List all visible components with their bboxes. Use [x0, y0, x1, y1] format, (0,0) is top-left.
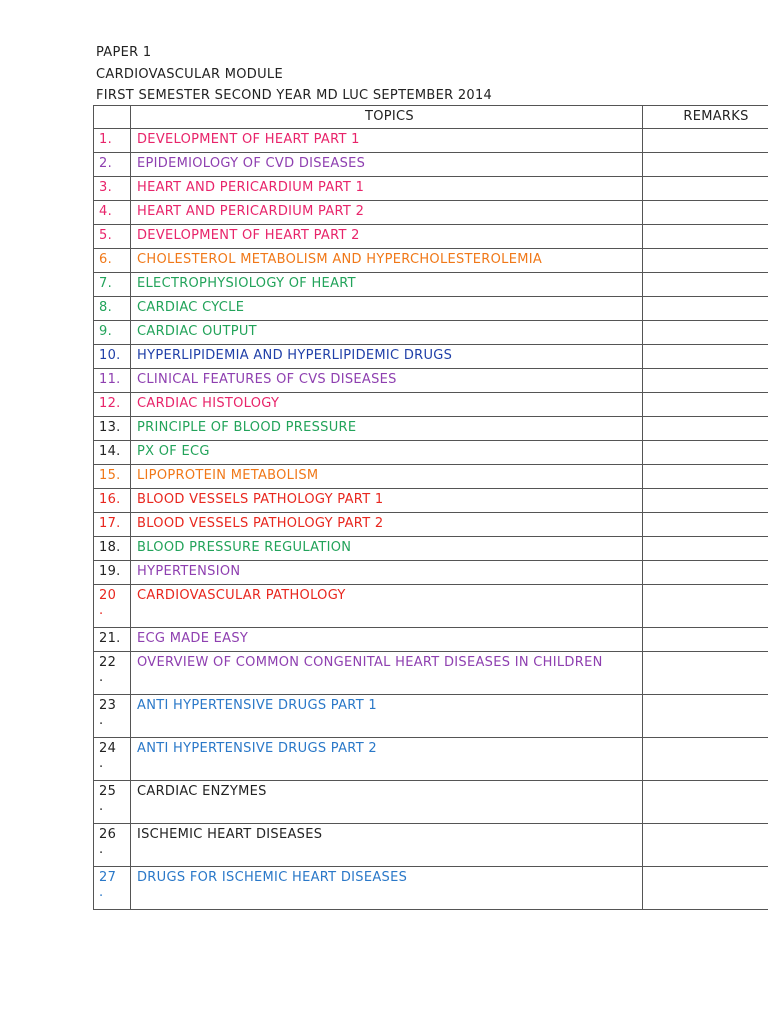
topic-number-text: 16. [99, 492, 121, 507]
topic-remarks [643, 225, 768, 249]
topic-remarks [643, 345, 768, 369]
topic-remarks [643, 652, 768, 695]
topic-number-text: 4. [99, 204, 113, 219]
topic-number-text: 3. [99, 180, 113, 195]
topic-number-text: 7. [99, 276, 113, 291]
topic-number [94, 652, 131, 695]
semester-title: FIRST SEMESTER SECOND YEAR MD LUC SEPTEMBER 2014 [96, 88, 493, 103]
topic-name: HEART AND PERICARDIUM PART 2 [131, 201, 643, 225]
table-header-row [94, 106, 768, 129]
topic-number [94, 321, 131, 345]
topic-number [94, 441, 131, 465]
topic-number-text: 23 [99, 698, 117, 713]
topic-number-text: 13. [99, 420, 121, 435]
table-row [94, 273, 768, 297]
table-row [94, 249, 768, 273]
topic-number-dot: . [99, 756, 104, 771]
topic-number-text: 5. [99, 228, 113, 243]
topic-name: BLOOD VESSELS PATHOLOGY PART 2 [131, 513, 643, 537]
topic-remarks [643, 513, 768, 537]
topic-remarks [643, 561, 768, 585]
topics-table [93, 105, 768, 910]
topic-remarks [643, 177, 768, 201]
topic-number-text: 6. [99, 252, 113, 267]
topic-name: BLOOD PRESSURE REGULATION [131, 537, 643, 561]
table-row [94, 345, 768, 369]
remarks-column-header: REMARKS [643, 106, 768, 129]
topic-number [94, 824, 131, 867]
topic-number-text: 18. [99, 540, 121, 555]
table-row [94, 489, 768, 513]
topic-number-dot: . [99, 842, 104, 857]
topic-number-text: 15. [99, 468, 121, 483]
topic-name: EPIDEMIOLOGY OF CVD DISEASES [131, 153, 643, 177]
table-row [94, 695, 768, 738]
topic-remarks [643, 824, 768, 867]
topic-number [94, 177, 131, 201]
topic-number [94, 561, 131, 585]
topic-name: CLINICAL FEATURES OF CVS DISEASES [131, 369, 643, 393]
topic-number [94, 537, 131, 561]
topic-number-text: 24 [99, 741, 117, 756]
topic-number [94, 781, 131, 824]
topic-number-text: 17. [99, 516, 121, 531]
topic-number-text: 9. [99, 324, 113, 339]
topic-remarks [643, 321, 768, 345]
topic-number-text: 21. [99, 631, 121, 646]
topic-number-text: 8. [99, 300, 113, 315]
topic-number-dot: . [99, 885, 104, 900]
topic-name: ISCHEMIC HEART DISEASES [131, 824, 643, 867]
topic-name: DEVELOPMENT OF HEART PART 1 [131, 129, 643, 153]
table-row [94, 297, 768, 321]
topic-remarks [643, 153, 768, 177]
topic-number-text: 11. [99, 372, 121, 387]
topic-name: PRINCIPLE OF BLOOD PRESSURE [131, 417, 643, 441]
table-row [94, 652, 768, 695]
topic-number [94, 369, 131, 393]
topic-remarks [643, 537, 768, 561]
topic-number [94, 417, 131, 441]
topics-table-body [94, 129, 768, 910]
topic-number-dot: . [99, 670, 104, 685]
topic-remarks [643, 465, 768, 489]
topic-remarks [643, 417, 768, 441]
topic-number-text: 22 [99, 655, 117, 670]
topic-number-text: 26 [99, 827, 117, 842]
table-row [94, 867, 768, 910]
topic-remarks [643, 273, 768, 297]
topic-number-text: 20 [99, 588, 117, 603]
topic-number [94, 129, 131, 153]
topic-number [94, 153, 131, 177]
topic-remarks [643, 489, 768, 513]
topic-remarks [643, 628, 768, 652]
number-column-header [94, 106, 131, 129]
topic-number-text: 25 [99, 784, 117, 799]
topic-name: HYPERTENSION [131, 561, 643, 585]
topic-number-dot: . [99, 713, 104, 728]
topic-name: ELECTROPHYSIOLOGY OF HEART [131, 273, 643, 297]
topic-number-text: 12. [99, 396, 121, 411]
table-row [94, 441, 768, 465]
table-row [94, 321, 768, 345]
table-row [94, 129, 768, 153]
topic-remarks [643, 738, 768, 781]
topic-name: CARDIAC ENZYMES [131, 781, 643, 824]
table-row [94, 201, 768, 225]
table-row [94, 537, 768, 561]
table-row [94, 225, 768, 249]
table-row [94, 393, 768, 417]
topic-number-text: 19. [99, 564, 121, 579]
topic-remarks [643, 297, 768, 321]
topic-number-dot: . [99, 799, 104, 814]
topic-remarks [643, 585, 768, 628]
topic-remarks [643, 393, 768, 417]
paper-title: PAPER 1 [96, 45, 152, 60]
table-row [94, 585, 768, 628]
topic-number [94, 867, 131, 910]
topic-remarks [643, 781, 768, 824]
topic-number [94, 249, 131, 273]
topic-number [94, 225, 131, 249]
topic-number [94, 201, 131, 225]
topic-remarks [643, 369, 768, 393]
topic-remarks [643, 201, 768, 225]
topic-name: DRUGS FOR ISCHEMIC HEART DISEASES [131, 867, 643, 910]
topic-number [94, 738, 131, 781]
topic-remarks [643, 129, 768, 153]
table-row [94, 417, 768, 441]
topic-remarks [643, 695, 768, 738]
table-row [94, 781, 768, 824]
topic-number-text: 27 [99, 870, 117, 885]
topic-number [94, 695, 131, 738]
topic-name: ECG MADE EASY [131, 628, 643, 652]
topic-number-text: 2. [99, 156, 113, 171]
topic-number [94, 345, 131, 369]
table-row [94, 513, 768, 537]
table-row [94, 177, 768, 201]
topic-name: PX OF ECG [131, 441, 643, 465]
topic-name: CARDIAC CYCLE [131, 297, 643, 321]
topic-number [94, 585, 131, 628]
topic-remarks [643, 249, 768, 273]
table-row [94, 465, 768, 489]
topic-name: CARDIAC HISTOLOGY [131, 393, 643, 417]
topic-name: HEART AND PERICARDIUM PART 1 [131, 177, 643, 201]
topic-number [94, 297, 131, 321]
topic-number [94, 489, 131, 513]
table-row [94, 824, 768, 867]
topic-number [94, 465, 131, 489]
table-row [94, 561, 768, 585]
topic-number-text: 1. [99, 132, 113, 147]
topic-name: OVERVIEW OF COMMON CONGENITAL HEART DISEASES IN CHILDREN [131, 652, 643, 695]
topic-name: CARDIOVASCULAR PATHOLOGY [131, 585, 643, 628]
topic-number-text: 10. [99, 348, 121, 363]
topic-name: DEVELOPMENT OF HEART PART 2 [131, 225, 643, 249]
topic-number [94, 628, 131, 652]
table-row [94, 369, 768, 393]
topic-number [94, 393, 131, 417]
table-row [94, 738, 768, 781]
topic-number [94, 513, 131, 537]
table-row [94, 153, 768, 177]
topic-remarks [643, 441, 768, 465]
topic-name: CARDIAC OUTPUT [131, 321, 643, 345]
topic-name: LIPOPROTEIN METABOLISM [131, 465, 643, 489]
topic-name: ANTI HYPERTENSIVE DRUGS PART 1 [131, 695, 643, 738]
topic-number-text: 14. [99, 444, 121, 459]
topic-name: ANTI HYPERTENSIVE DRUGS PART 2 [131, 738, 643, 781]
topic-number-dot: . [99, 603, 104, 618]
topic-name: CHOLESTEROL METABOLISM AND HYPERCHOLESTEROLEMIA [131, 249, 643, 273]
topic-number [94, 273, 131, 297]
topic-name: BLOOD VESSELS PATHOLOGY PART 1 [131, 489, 643, 513]
topics-column-header: TOPICS [131, 106, 643, 129]
topic-remarks [643, 867, 768, 910]
module-title: CARDIOVASCULAR MODULE [96, 67, 283, 82]
topic-name: HYPERLIPIDEMIA AND HYPERLIPIDEMIC DRUGS [131, 345, 643, 369]
table-row [94, 628, 768, 652]
